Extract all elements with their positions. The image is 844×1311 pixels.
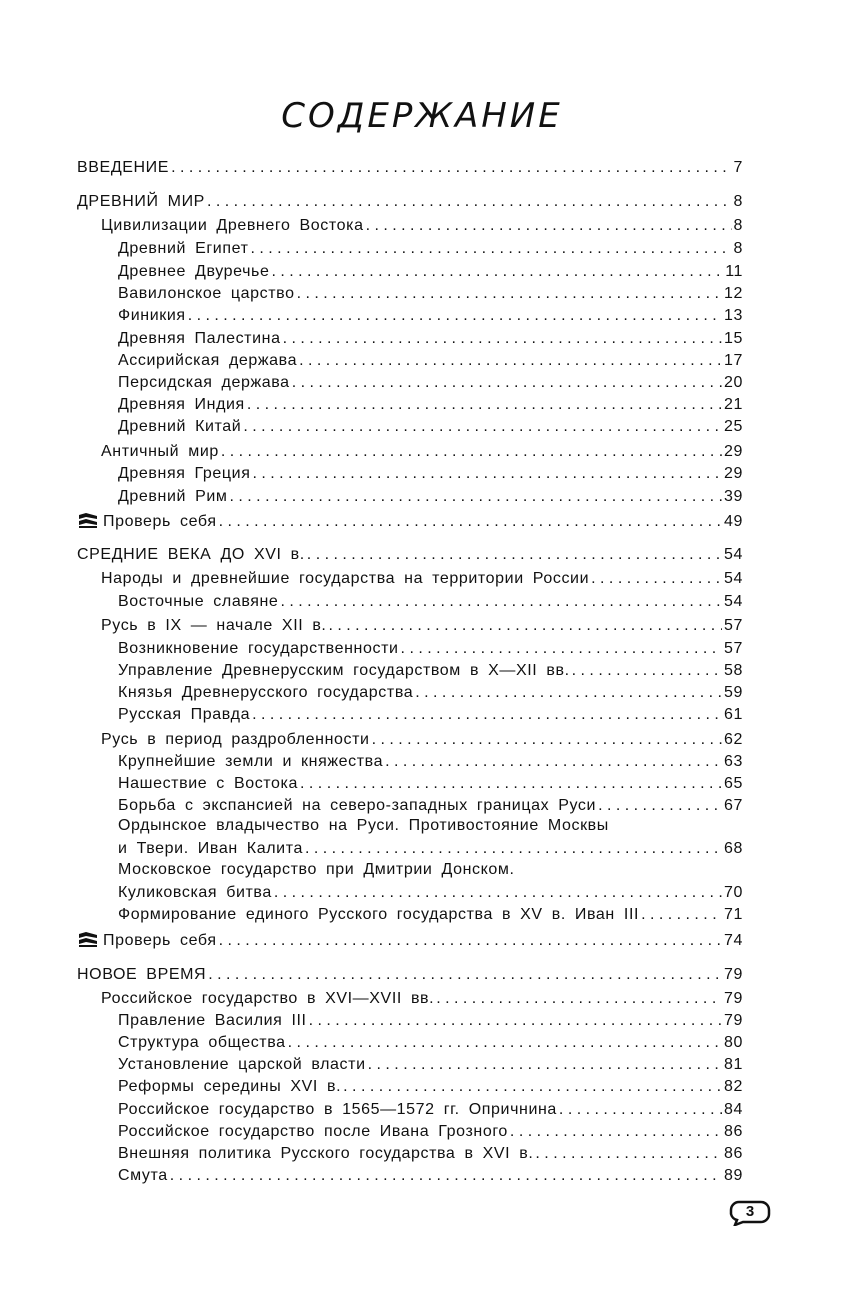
toc-page: 57 xyxy=(724,640,743,657)
toc-page: 81 xyxy=(724,1056,743,1073)
toc-label: Русская Правда xyxy=(118,706,251,723)
toc-entry xyxy=(118,304,743,326)
toc-label: Правление Василия III xyxy=(118,1012,307,1029)
toc-entry xyxy=(118,1142,743,1164)
toc-entry xyxy=(101,214,743,236)
toc-page: 86 xyxy=(724,1145,743,1162)
toc-page: 79 xyxy=(724,966,743,983)
toc-label: Князья Древнерусского государства xyxy=(118,684,414,701)
toc-entry xyxy=(118,703,743,725)
toc-page: 29 xyxy=(724,443,743,460)
toc-entry xyxy=(118,637,743,659)
toc-page: 70 xyxy=(724,884,743,901)
toc-label: Российское государство в 1565—1572 гг. Опричнина xyxy=(118,1101,557,1118)
toc-entry xyxy=(118,415,743,437)
toc-entry xyxy=(101,440,743,462)
toc-label: Возникновение государственности xyxy=(118,640,399,657)
toc-page: 67 xyxy=(724,797,743,814)
toc-entry xyxy=(118,1120,743,1142)
toc-entry xyxy=(118,1075,743,1097)
toc-page: 86 xyxy=(724,1123,743,1140)
toc-page: 59 xyxy=(724,684,743,701)
toc-label: Античный мир xyxy=(101,443,219,460)
toc-label: Финикия xyxy=(118,307,186,324)
toc-page: 13 xyxy=(724,307,743,324)
toc-entry xyxy=(118,349,743,371)
toc-label: Древнее Двуречье xyxy=(118,263,270,280)
toc-label: Древняя Палестина xyxy=(118,330,281,347)
toc-label: Управление Древнерусским государством в X—XII вв. xyxy=(118,662,570,679)
toc-page: 15 xyxy=(724,330,743,347)
toc-label: Персидская держава xyxy=(118,374,290,391)
toc-label-wrap xyxy=(77,930,217,951)
toc-label-continued: Ордынское владычество на Руси. Противостояние Москвы xyxy=(118,817,609,834)
toc-label: Формирование единого Русского государства в XV в. Иван III xyxy=(118,906,640,923)
toc-entry xyxy=(77,963,743,985)
page-number: 3 xyxy=(745,1203,755,1220)
toc-label: Русь в IX — начале XII в. xyxy=(101,617,327,634)
toc-page: 82 xyxy=(724,1078,743,1095)
toc-label: Восточные славяне xyxy=(118,593,279,610)
toc-entry xyxy=(118,1164,743,1186)
toc-label: Народы и древнейшие государства на территории России xyxy=(101,570,590,587)
toc-label: и Твери. Иван Калита xyxy=(118,840,303,857)
toc-entry xyxy=(118,903,743,925)
toc-page: 29 xyxy=(724,465,743,482)
toc-page: 65 xyxy=(724,775,743,792)
toc-label: СРЕДНИЕ ВЕКА ДО XVI в. xyxy=(77,546,305,563)
toc-label: Крупнейшие земли и княжества xyxy=(118,753,384,770)
toc-label: Древний Китай xyxy=(118,418,242,435)
toc-page: 68 xyxy=(724,840,743,857)
toc-label: Древняя Индия xyxy=(118,396,245,413)
toc-label: Ассирийская держава xyxy=(118,352,298,369)
toc-page: 71 xyxy=(724,906,743,923)
toc-page: 61 xyxy=(724,706,743,723)
toc-page: 58 xyxy=(724,662,743,679)
page-title: СОДЕРЖАНИЕ xyxy=(281,96,563,136)
toc-page: 11 xyxy=(725,263,743,280)
toc-page: 63 xyxy=(724,753,743,770)
toc-label: Борьба с экспансией на северо-западных границах Руси xyxy=(118,797,597,814)
toc-page: 39 xyxy=(724,488,743,505)
toc-page: 49 xyxy=(724,513,743,530)
toc-entry xyxy=(118,371,743,393)
toc-label: Структура общества xyxy=(118,1034,286,1051)
toc-entry xyxy=(118,772,743,794)
toc-label: Российское государство в XVI—XVII вв. xyxy=(101,990,435,1007)
toc-page: 89 xyxy=(724,1167,743,1184)
toc-label: ВВЕДЕНИЕ xyxy=(77,159,170,176)
toc-label: Русь в период раздробленности xyxy=(101,731,370,748)
toc-page: 84 xyxy=(724,1101,743,1118)
self-check-icon xyxy=(77,511,99,529)
toc-entry xyxy=(77,156,743,178)
toc-entry xyxy=(77,190,743,212)
toc-entry xyxy=(118,1098,743,1120)
toc-entry xyxy=(118,462,743,484)
toc-entry xyxy=(118,1031,743,1053)
toc-page: 8 xyxy=(733,240,743,257)
toc-entry xyxy=(118,1009,743,1031)
toc-label: Цивилизации Древнего Востока xyxy=(101,217,364,234)
toc-label: Российское государство после Ивана Грозного xyxy=(118,1123,508,1140)
toc-label: Внешняя политика Русского государства в XVI в. xyxy=(118,1145,534,1162)
self-check-icon xyxy=(77,930,99,948)
toc-entry xyxy=(118,659,743,681)
toc-entry xyxy=(118,393,743,415)
toc-entry xyxy=(101,614,743,636)
toc-label: Проверь себя xyxy=(103,932,217,949)
toc-entry xyxy=(101,987,743,1009)
toc-entry xyxy=(118,260,743,282)
toc-page: 62 xyxy=(724,731,743,748)
toc-entry xyxy=(118,590,743,612)
page-number-badge xyxy=(729,1200,771,1226)
toc-page: 54 xyxy=(724,570,743,587)
toc-page: 54 xyxy=(724,593,743,610)
toc-entry xyxy=(101,567,743,589)
toc-page: 8 xyxy=(733,193,743,210)
toc-page: 25 xyxy=(724,418,743,435)
toc-page: 8 xyxy=(733,217,743,234)
toc-page: 17 xyxy=(724,352,743,369)
toc-label-wrap xyxy=(77,511,217,532)
toc-page: 79 xyxy=(724,1012,743,1029)
toc-label: Древний Египет xyxy=(118,240,249,257)
toc-page: 79 xyxy=(724,990,743,1007)
toc-label: Куликовская битва xyxy=(118,884,272,901)
toc-label: НОВОЕ ВРЕМЯ xyxy=(77,966,207,983)
toc-label: Вавилонское царство xyxy=(118,285,295,302)
toc-label: Установление царской власти xyxy=(118,1056,366,1073)
toc-label-continued: Московское государство при Дмитрии Донском. xyxy=(118,861,515,878)
toc-page: 7 xyxy=(733,159,743,176)
toc-label: Древняя Греция xyxy=(118,465,251,482)
toc-entry xyxy=(77,543,743,565)
toc-label: Древний Рим xyxy=(118,488,228,505)
toc-page: 12 xyxy=(724,285,743,302)
toc-entry xyxy=(118,1053,743,1075)
toc-page: 74 xyxy=(724,932,743,949)
toc-entry xyxy=(118,881,743,903)
toc-label: ДРЕВНИЙ МИР xyxy=(77,193,205,210)
toc-entry xyxy=(118,794,743,816)
toc-entry xyxy=(118,237,743,259)
toc-page: 80 xyxy=(724,1034,743,1051)
toc-label: Смута xyxy=(118,1167,168,1184)
toc-label: Реформы середины XVI в. xyxy=(118,1078,342,1095)
toc-entry xyxy=(118,750,743,772)
toc-entry xyxy=(118,282,743,304)
toc-entry xyxy=(118,327,743,349)
toc-label: Нашествие с Востока xyxy=(118,775,299,792)
toc-page: 54 xyxy=(724,546,743,563)
toc-page: 20 xyxy=(724,374,743,391)
toc-entry-check xyxy=(77,929,743,951)
toc-entry-check xyxy=(77,510,743,532)
toc-page: 57 xyxy=(724,617,743,634)
toc-label: Проверь себя xyxy=(103,513,217,530)
toc-entry xyxy=(101,728,743,750)
toc-entry xyxy=(118,681,743,703)
toc-entry xyxy=(118,837,743,859)
toc-entry xyxy=(118,485,743,507)
toc-page: 21 xyxy=(724,396,743,413)
